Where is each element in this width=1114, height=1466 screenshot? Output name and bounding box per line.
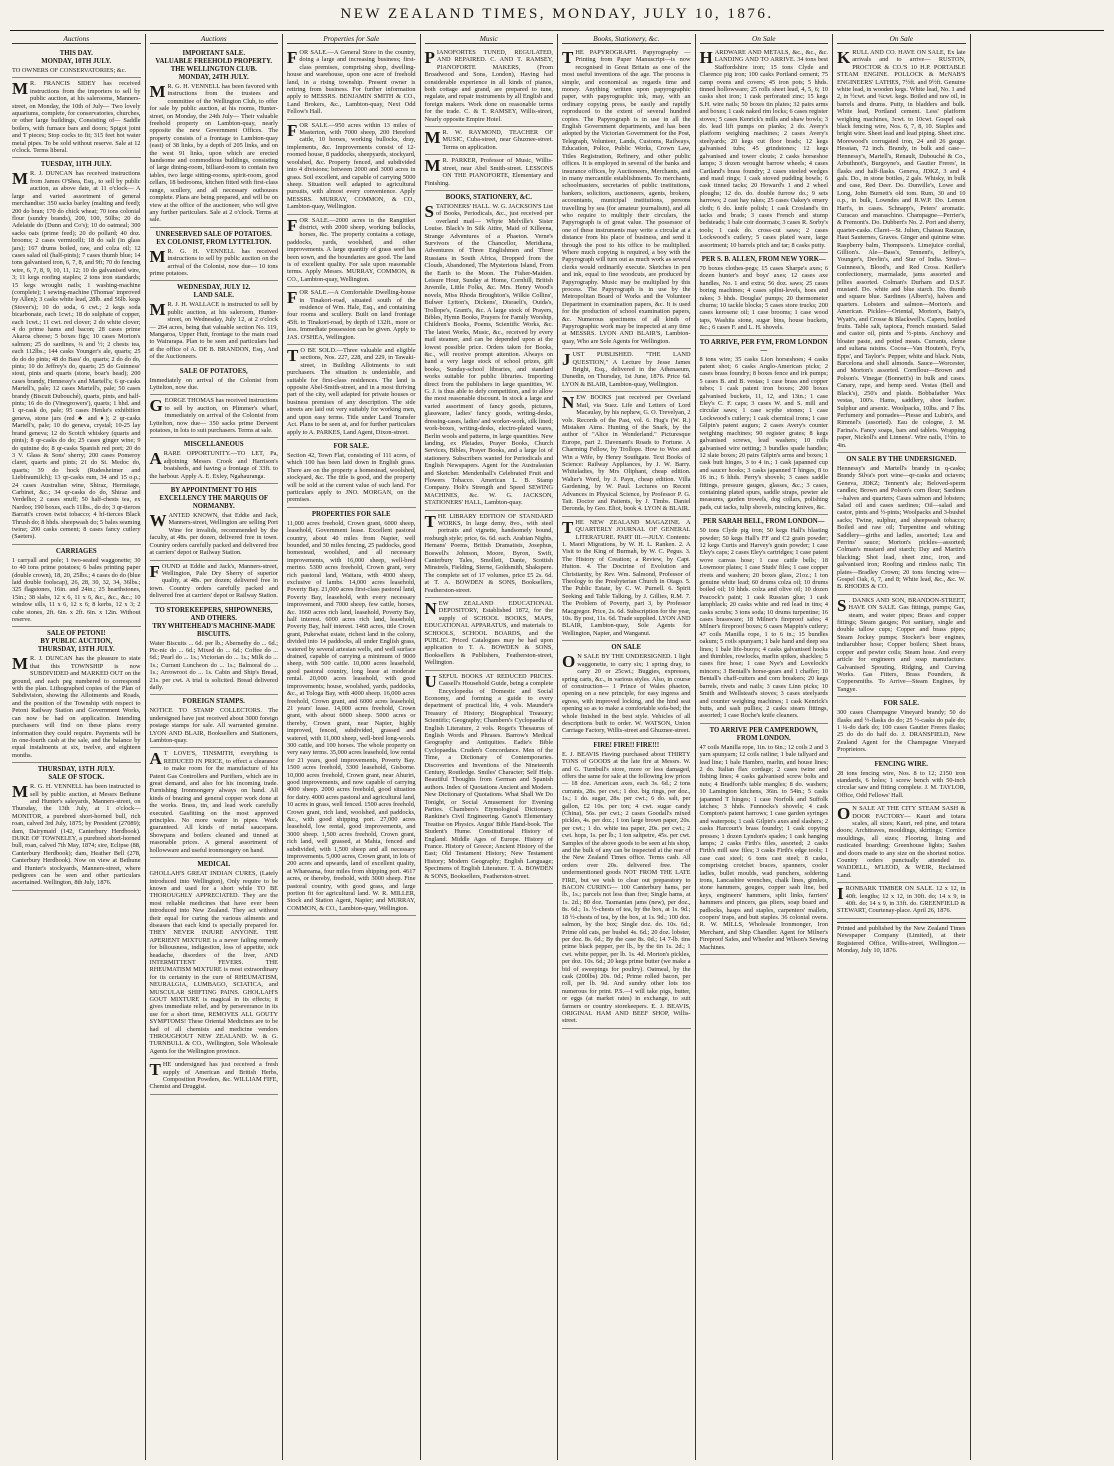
ad-text: HE LIBRARY EDITION OF STANDARD WORKS, In large demy, 8vo., with steel portraits and vignette, handsomely bound, roxburgh style; price, 6s. 6d. each. Arabian Nights, Hemans' Poems, British Dramatists, Josephus, Boswell's Johnson, Moore, Byron, Swift, Canterbury Tales, Smollett, Dante, Scottish Minstrels, Fielding, Sterne, Goldsmith, Shakspere. The complete set of 17 volumes, price £5 2s. 6d. at T. A. BOWDEN & SONS, Booksellers, Featherston-street. [424, 512, 553, 594]
advertisement [150, 438, 279, 484]
advertisement [12, 763, 141, 891]
drop-cap: T [562, 48, 574, 67]
ad-text: 11,000 acres freehold, Crown grant, 6000 sheep, leasehold, Government lease. Excellent pastoral country, about 40 miles from Napier, well bounded, and 30 miles fencing, 25 paddocks, good homestead, woolshed, and all necessary improvements, with 16,000 sheep, well-bred merino. 5300 acres freehold, Crown grant, very rich pastoral land, Waitara, with 4000 sheep, exclusive of lambs. 14,000 acres leasehold, Poverty Bay. 21,000 acres first-class pastoral land, Poverty Bay, leasehold, with every necessary improvement, and 7000 sheep, few cattle, horses, &c. 1660 acres rich land, leasehold, Poverty Bay, half interest. 6000 acres rich land, leasehold, Poverty Bay, half interest. 1468 acres, title Crown grant, Pukewhai estate, richest land in the colony, divided into 14 paddocks, all under English grass, watered by several artesian wells, and well surface drained, capable of carrying a minimum of 9000 sheep, with 500 cattle. 10,000 acres leasehold, good pastoral country, long lease at moderate rental. 20,000 acres leasehold, with good improvements; house, woolshed, yards, paddocks, &c., at Tologa Bay, with 4000 sheep. 16,000 acres freehold, Crown grant, and 6000 acres leasehold, 21 years' lease. 14,000 acres freehold, Crown grant, with about 6000 sheep. 5000 acres or thereby, Crown grant, near Napier, highly improved, fenced, subdivided, grassed and watered, with 11,000 sheep, well-bred long-wools. 300 cattle, and 100 horses. The whole property on very easy terms. 35,000 acres leasehold, low rental for 21 years, good improvements, Poverty Bay. 1500 acres freehold, 3300 leasehold, Gisborne. 10,000 acres freehold, Crown grant, near Ahuriri, good improvements, and now capable of carrying 4000 sheep. 2000 acres freehold, good situation for dairy. 4000 acres pastoral and agricultural land, 10 acres in grass, well fenced. 1500 acres freehold, Crown grant, rich land, woolshed, and paddocks, &c., with good shipping port. 27,000 acres leasehold, low rental, good improvements, and 3000 sheep. 1,500 acres freehold, Crown grant, rich land, well grassed, at Mahia, fenced and subdivided, with 1,500 sheep and all necessary improvements. 5,000 acres, Crown grant, in lots of 200 acres and upwards, land of excellent quality, at Whareama, four miles from shipping port. 4617 acres, or thereby, freehold, with 3000 sheep. Fine pastoral country, with good grass, and large portion fit for agricultural land. W. R. MILLER, Stock and Station Agent, Napier; and MURRAY, COMMON, & CO., Lambton-quay, Wellington. [287, 519, 416, 912]
drop-cap: T [424, 511, 436, 531]
ad-body [837, 49, 966, 449]
ad-heading: FIRE! FIRE!! FIRE!!! [593, 741, 660, 749]
ad-body [425, 513, 554, 594]
ad-body [562, 49, 691, 345]
advertisement [837, 47, 966, 453]
advertisement [425, 671, 554, 884]
section-header: Auctions [150, 34, 279, 44]
ad-text: RULL AND CO. HAVE ON SALE, Ex late arrivals and to arrive— RUSTON, PROCTOR & CO.'S 10 H.P. PORTABLE STEAM ENGINE. POLLOCK & McNAB'S ENGINEERS' LATHES, 7½ft. and 9½ft. Genuine white lead, in wooden kegs. White lead, No. 1 and 2, in ½cwt. and ¼cwt. kegs. Boiled and raw oil, in barrels and drums. Putty, in bladders and bulk. White lead, Portland cement. Less' platform weighing machines, 3cwt. to 10cwt. Gospel oak black fencing wire, Nos. 6, 7, 8, 10. Staples and bright wire. Sheet lead and lead piping. Sheet zinc. Morewood's corrugated iron, 24 and 26 gauge. Hessian, 72 inch. Brandy, in bulk and case—Hennessy's, Martell's, Renault, Dubouché & Co., Arbuthnot's, Burgoyne's, and Gautier Freres', in flasks and half-flasks. Geneva, JDKZ, 3 and 4 gals. Do., in stone bottles, 2 gals. Whisky, in bulk and case, Red Deer. Do. Dunville's, Lowe and Long, John Burnett's old tom. Rum, 30 and 10 o.p., in bulk, Lowndes and R.W.P. Do. Lemon Hart's, in cases. Schnapp's, Peters' aromatic. Curacao and maraschino. Champagne—Perrier's, & Fremont's. Do. Dubbert's No. 2. Port and sherry, quarter-casks. Claret—St. Julien, Chateau Rauzan, Haut Sauternes, Graves. Ginger and quinine wine. Raspberry balm, Thompson's. Limejuice cordial, Gillion's. Ale—Bass's, Tennent's, Jeffrey's, Younger's, Devlin's, and Star of India. Stout—Guinness's, Blood's, and Red Cross. Keiller's confectionery, marmalade, jams assorted and jellies assorted. Colman's Durham and D.S.F. mustard. Do. white and blue starch. Do. thumb and square blue. Sardines (Albert's), halves and quarters. Lobsters and salmon—Morton's and American. Pickles—Oriental, Morton's, Batty's, Wyatt's, and Crosse & Blackwell's. Capers, bottled fruits. Table salt, tapioca, French mustard. Salad and castor oil, pints and ½-pints. Anchovy and bloater paste, and potted meats. Currants, cleme and sultana raisins. Cocoa—Van Houten's, Fry's, Epps', and Taylor's. Pepper, white and black. Nuts, Barcelona and shell almonds. Sauce—Worcester, and Morton's assorted. Cornflour—Brown and Polson's. Vinegar (Bonnett's) in bulk and cases. Canary, rape, and hemp seed. Vestas (Bell and Black's), 250's and plaids. Bobbafather Wax vestas, 100's. Hams, saddlery, shoe leather. Sulphur and arsenic. Woolpacks, 10lbs. and 7 lbs. Perfumery and pomades—Piesse and Lubin's, and Rimmel's (assorted). Eau de cologne, J. M. Farina's. Fancy soaps, bars and tablets. Wrapping paper, Nickoll's and Linnens'. Wire nails, 1½in. to 4in. [837, 49, 966, 449]
column-7 [833, 34, 971, 1460]
ad-body [562, 351, 691, 388]
ad-text: OR SALE.—2000 acres in the Rangitikei district, with 2000 sheep, working bullocks, horses, &c. The property contains a cottage, paddocks, yards, woolshed, and other improvements. A large quantity of grass seed has been sown, and the boundaries are good. The land is of excellent quality. For sale upon reasonable terms. Apply Messrs. MURRAY, COMMON, & CO., Lambton-quay, Wellington. [287, 216, 416, 283]
ad-body [12, 170, 141, 540]
drop-cap: M [424, 156, 441, 176]
ad-body [287, 452, 416, 504]
ad-heading: TUESDAY, 11TH JULY. [40, 161, 112, 169]
ad-text: UST PUBLISHED. "THE LAND QUESTION," A Lecture by Jesse James Bright, Esq., delivered in the Athenaeum, Dunedin, on Thursday, 1st June, 1876. Price 6d. LYON & BLAIR, Lambton-quay, Wellington. [562, 351, 691, 388]
ad-heading: MEDICAL [197, 861, 231, 869]
ad-text: 300 cases Champagne Vineyard brandy; 50 do flasks and ½-flasks do do; 25 ½-casks do pale do; 1 ¼-do dark do; 100 cases Gautier Freres flasks; 25 do do do half do. J. DRANSFIELD, New Zealand Agent for the Champagne Vineyard Proprietors. [837, 709, 966, 754]
advertisement [700, 515, 829, 724]
ad-text: HE undersigned has just received a fresh supply of American and British Herbs, Composition Powders, &c. WILLIAM FIFE, Chemist and Druggist. [149, 1061, 278, 1091]
drop-cap: T [287, 346, 299, 366]
advertisement [425, 47, 554, 127]
drop-cap: M [12, 654, 29, 674]
ad-body [700, 49, 829, 249]
ad-heading: TO ARRIVE PER CAMPERDOWN, FROM LONDON. [709, 726, 818, 742]
ad-body [150, 1061, 279, 1091]
ad-body [12, 655, 141, 759]
advertisement [837, 883, 966, 919]
advertisement [287, 440, 416, 508]
section-header: On Sale [700, 34, 829, 44]
drop-cap: U [424, 671, 437, 691]
column-5 [558, 34, 696, 1460]
ad-heading: MISCELLANEOUS [183, 441, 244, 449]
advertisement [837, 453, 966, 595]
ad-body [150, 512, 279, 556]
ad-text: TATIONERS' HALL. W. G. JACKSON'S List of Books, Periodicals, &c., just received per overland mail— Whyte Melville's Sister Louise. Black's In Silk Attire, Maid of Killeena, Strange Adventures of a Phaeton. Verne's Survivors of the Chancellor, Meridiana, Adventures of Three Englishmen and Three Russians in South Africa, Dropped from the Clouds, Abandoned, The Mysterious Island, From the Earth to the Moon. The Fisher-Maiden. Leisure Hour, Sunday at Home, Cornhill, British Juvenile, Little Folks, &c. Mrs. Henry Wood's novels, Miss Rhoda Broughton's, Wilkie Collins', Bulwer Lytton's, Dickens', Disraeli's, Ouida's, Trollope's, Grant's, &c. A large stock of Prayers, Bibles, Hymn Books, Prayers for Family Worship, Children's Books, Poems, Scientific Works, &c. The latest Works, Music, &c., received by every mail steamer, and can be depended upon at the lowest possible price. Orders taken for Books, &c., will receive prompt attention. Always on hand a very large stock of school prizes, gift books, Sunday-school libraries, and standard works suitable for public libraries. Importing direct from the publishers in large quantities, W. G. J. is thus able to defy competition, and to allow the most reasonable discount. In stock a large and varied assortment of fancy goods, pictures, glassware, ladies' fancy goods, writing-desks, dressing-cases, ladies' and worker-work, silk lined; work-boxes, writing-desks, electro-plated wares, Berlin wools and patterns, in large quantities. New landing, ex Pleiades, Prayer Books, Church Services, Bibles, Prayer Books, and a large lot of stationery. Subscribers wanted for Periodicals and English Newspapers. Agent for the Australasian and Sketcher. Mendenhall's Celebrated Fruit and Flowers Tobacco. American L. B. Stamp Company. Holt's Strength and Speed SEWING MACHINES, &c. W. G. JACKSON, STATIONERS' HALL, Lambton-quay. [424, 202, 553, 507]
ad-text: TO OWNERS OF CONSERVATORIES; &c. [12, 67, 127, 74]
ad-heading: IMPORTANT SALE. VALUABLE FREEHOLD PROPERTY. THE WELLINGTON CLUB. MONDAY, 24TH JULY. [155, 50, 273, 81]
advertisement [562, 517, 691, 642]
drop-cap: S [837, 595, 847, 615]
ad-text: O BE SOLD.—Three valuable and eligible sections, Nos. 227, 228, and 229, in Tawaki-street, in Building Allotments to suit purchasers. The situation is undeniable, and suitable for first-class residences. The land is opposite Abel-Smith-street, and in a most thriving part of the city, well adapted for private houses or business premises of any description. The side streets are laid out very suitably for working men, and upon easy terms. Title under Land Transfer Act. Plans to be seen at, and for further particulars apply to A. PARKES, Land Agent, Dixon-street. [287, 347, 416, 436]
advertisement [425, 598, 554, 671]
column-1 [8, 34, 146, 1460]
ad-body [287, 49, 416, 116]
ad-text: RARE OPPORTUNITY.—TO LET, Pa, adjoining Messrs Crook and Harrison's boatsheds, and having a frontage of 33ft. to the harbour. Apply A. E. Exley, Ngahauranga. [149, 450, 278, 480]
ad-body [150, 83, 279, 224]
drop-cap: M [12, 782, 29, 802]
advertisement [150, 1059, 279, 1095]
advertisement [287, 345, 416, 440]
ad-body [425, 49, 554, 123]
ad-body [150, 450, 279, 480]
drop-cap: N [562, 393, 575, 413]
drop-cap: O [837, 804, 851, 824]
ad-heading: SALE OF POTATOES, [179, 367, 248, 375]
ad-body [12, 557, 141, 624]
ad-body [700, 265, 829, 332]
drop-cap: I [837, 884, 844, 904]
section-header: Auctions [12, 34, 141, 44]
drop-cap: F [149, 561, 160, 581]
advertisement [287, 47, 416, 120]
ad-body [425, 129, 554, 151]
drop-cap: S [424, 201, 434, 221]
ad-heading: FOR SALE. [883, 700, 919, 708]
ad-text: Hennessy's and Martell's brandy in q-casks; Brandy Silva's port wine—qr-casks and octaves; Geneva, JDKZ; Tennent's ale; Beloved-sperm candles; Brown and Polson's corn flour; Sardines—halves and quarters; Cases salmon and lobsters; Salad oil and cases sardines; Oil—salad and castor, pints and ½-pints; Woolpacks and 3-bushel sacks; Twine, sulphur, and sheepwash tobacco; Boiled and raw oil; Turpentine and whiting; Saddlery—girths and ladles, assorted; Lea and Perrins' sauce; Morton's pickles—assorted; Colman's mustard and starch; Day and Martin's blacking; Shot lead, sheet zinc, iron, and galvanised iron; Roofing and rimless nails; Tin plates—Bradley Crown; 20 tons fencing wire—Gospel Oak, 6, 7, and 8; White lead, &c., &c. W. B. RHODES & CO. [837, 464, 966, 591]
ad-text: R. PARKER, Professor of Music, Willis-street, near Abel Smith-street. LESSONS ON THE PIANOFORTE, Elementary and Finishing. [424, 157, 553, 187]
advertisement [700, 47, 829, 253]
advertisement [150, 281, 279, 364]
ad-body [700, 744, 829, 951]
ad-text: EW BOOKS just received per Overland Mail, via Suez. Life and Letters of Lord Macaulay, by his nephew, G. O. Trevelyan, 2 vols. Records of the Past, vol. 6. Hug's (W. R.) Mistaken Aims. Hunting of the Snark, by the author of "Alice in Wonderland." Picturesque Europe, part 2. Davenant's Roads to Fortune. A Charming Fellow, by Trollope. How to Woo and Win a Wife, by Henry Southgate. Text Books of Science: Railway Appliances, by J. W. Barry. Whiteladies, by Mrs Oliphant, cheap edition. Walter's Word, by J. Payn, cheap edition. Villa Gardening, by W. Paul. Lectures on Recent Advances in Physical Science, by Professor P. G. Tait. Doctor and Patients, by J. Timbs. Daniel Deronda, by Geo. Eliot, book 4. LYON & BLAIR. [562, 394, 691, 513]
advertisement [12, 158, 141, 544]
column-2 [146, 34, 284, 1460]
ad-heading: TO STOREKEEPERS, SHIPOWNERS, AND OTHERS. TRY WHITEHEAD'S MACHINE-MADE BISCUITS. [152, 606, 276, 638]
ad-heading: UNRESERVED SALE OF POTATOES. EX COLONIST, FROM LYTTELTON. [155, 230, 272, 246]
advertisement [287, 287, 416, 345]
advertisement [700, 336, 829, 516]
ad-body [425, 203, 554, 507]
ad-text: ANTED KNOWN, that Eddie and Jack, Manners-street, Wellington are selling Port Wine for invalids, recommended by the faculty, at 48s. per dozen, delivered free in town. Country orders carefully packed and delivered free at carriers' depot or Railway Station. [149, 512, 278, 557]
ad-body [150, 248, 279, 278]
ad-body [425, 157, 554, 187]
masthead-rule [10, 30, 1104, 31]
advertisement [425, 155, 554, 191]
advertisement [150, 395, 279, 438]
ad-body [150, 397, 279, 434]
ad-text: Immediately on arrival of the Colonist from Lyttelton, now due. [149, 376, 278, 391]
drop-cap: H [699, 48, 713, 67]
drop-cap: M [149, 246, 166, 266]
ad-text: GHOLLAH'S GREAT INDIAN CURES, (Lately introduced into Wellington), Only require to be known and used for a short while TO BE THOROUGHLY APPRECIATED. They are the most reliable medicines that have ever been introduced into New Zealand. They act without their equal for curing the various ailments and diseases that each kind is specially prepared for. THEY NEVER INJURE ANYONE. THE APERIENT MIXTURE is a never failing remedy for biliousness, indigestion, loss of appetite, sick headache, disorders of the liver, AND INTERMITTENT FEVERS. THE RHEUMATISM MIXTURE is most extraordinary for its certainty in the cure of RHEUMATISM, NEURALGIA, LUMBAGO, SCIATICA, and MUSCULAR SHIFTING PAINS. GHOLLAH'S GOUT MIXTURE is magical in its effects; it gives immediate relief, and by perseverance in its use for a short time, REMOVES ALL GOUTY SYMPTOMS! These Oriental Medicines are to be had of all chemists and medicine vendors THROUGHOUT NEW ZEALAND. W. & G. TURNBULL & CO., Wellington, Sole Wholesale Agents for the Wellington province. [149, 870, 278, 1055]
ad-body [562, 653, 691, 734]
drop-cap: F [287, 48, 298, 67]
advertisement [837, 697, 966, 757]
ad-body [837, 885, 966, 915]
drop-cap: T [562, 517, 574, 537]
ad-body [562, 394, 691, 513]
drop-cap: P [424, 48, 435, 67]
drop-cap: G [149, 396, 163, 416]
ad-text: EW ZEALAND EDUCATIONAL DEPOSITORY, Established 1872, for the supply of SCHOOL BOOKS, MAPS, EDUCATIONAL APPARATUS, and materials to SCHOOLS, SCHOOL BOARDS, and the PUBLIC. Priced Catalogues may be had upon application to T. A. BOWDEN & SONS, Booksellers & Publishers, Featherston-street, Wellington. [424, 600, 553, 667]
column-8 [971, 34, 1109, 1460]
ad-body [150, 301, 279, 360]
ad-text: R. J. H. WALLACE is instructed to sell by public auction, at his saleroom, Hunter-street, on Wednesday, July 12, at 2 o'clock— 264 acres, being that valuable section No. 119, Mangaroa, Upper Hutt, frontage to the main road to Wairarapa. Plan to be seen and particulars had at the office of A. DE B. BRANDON, Esq., And of the Auctioneers. [149, 301, 278, 361]
drop-cap: M [12, 169, 29, 189]
ad-body [12, 80, 141, 154]
drop-cap: M [149, 300, 166, 320]
drop-cap: F [287, 215, 298, 235]
ad-text: R. W. RAYMOND, TEACHER OF MUSIC, Cuba-street, near Ghuznee-street. Terms on application. [442, 129, 553, 151]
drop-cap: O [562, 652, 576, 672]
ad-heading: THIS DAY. MONDAY, 10TH JULY. [41, 50, 112, 65]
ad-body [837, 805, 966, 879]
advertisement [150, 858, 279, 1059]
drop-cap: M [424, 128, 441, 148]
ad-body [425, 673, 554, 880]
ad-heading: PER SARAH BELL, FROM LONDON— [703, 518, 825, 526]
section-header: Properties for Sale [287, 34, 416, 44]
ad-body [150, 377, 279, 392]
ad-text: R. J. DUNCAN has the pleasure to state that this TOWNSHIP is now SUBDIVIDED and MARKED OUT on the ground, and each peg numbered to correspond with the plan. Lithographed copies of the Plan of Subdivision, showing the Allotments and Roads, and the position of the Township with respect to Petoni Railway Station and Government Works, can now be had on application. Intending purchasers will find on these plans every information they could require. Payments will be in one-fourth cash at the sale, and the balance by equal instalments at six, twelve, and eighteen months. [12, 655, 141, 759]
ad-body [287, 289, 416, 341]
ad-body [287, 520, 416, 913]
advertisement [287, 120, 416, 215]
advertisement [562, 392, 691, 517]
ad-text: 47 coils Manilla rope, 1in. to 6in.; 12 coils 2 and 3 yarn spunyarn; 12 coils ratline; 1 bale tallyard and lead line; 1 bale Hambro, marlin, and house lines; 2 do. Italian flax cordage; 2 cases twine and fishing lines; 4 casks galvanised screw bolts and nuts; 4 Bradford's table mangles; 8 do. washers; 10 Lamington kitchens, 36in. to 54in.; 5 casks japanned T hinges; 1 case Norfolk and Suffolk latches; 3 hhds. Funnocks's shovels; 4 cask Compton's patent harrows; 1 case garden syringes and waterpots; 1 cask Gilpin's axes and slashers; 2 casks Harcourt's brass foundry; 1 cask copying presses; 1 dozen Lyndon's spades; 1 cask hanging lamps; 2 casks Firth's files, assorted; 2 casks Firth's mill saw files; 3 casks Firth's edge tools; 1 case cast steel; 6 tons cast steel; 8 casks, comprising crotchet braces, spanners, cooler ladles, bullet moulds, wad punchers, soldering irons, Lancashire wrenches, chalk lines, gimlets, stone hammers, gouges, copper sash line, bed keys, engineers' hammers, split links, farriers' hammers and pincers, gas pliers, soap board and padlocks, hasps and staples, carpenters' mallets, coopers' traps, and butt staples. 36 colonial ovens. R. W. MILLS, Wholesale Ironmonger, Iron Merchant, and Ship Chandler. Agent for Milner's Fireproof Safes, and Wheeler and Wilson's Sewing Machines. [699, 743, 828, 951]
ad-heading: WEDNESDAY, JULY 12. LAND SALE. [177, 284, 251, 300]
ad-text: R. J. DUNCAN has received instructions from James O'Shea, Esq., to sell by public auction, as above date, at 11 o'clock— A large and varied assortment of general merchandise: 350 sacks barley (malting and feed); 200 do bran; 170 do chick wheat; 70 tons colonial flour (sundry brands), 200, 100, 50lbs; 20 do Adelaide do (Dunn and Co's); 10 do oatmeal; 300 sacks oats (prime feed); 20 do pollard; 40 doz. brooms; 2 cases vermicelli; 18 do salt (in glass jars); 167 drums boiled, raw, and colza oil; 12 cases salad oil (half-pints); 7 cases thumb blue; 14 tons galvanised iron, 6, 7, 8, and 9ft; 70 do fencing wire, 6, 7, 8, 9, 10, 11, 12; 10 do galvanised wire, 3; 11 kegs roofing staples; 2 tons iron standards; 15 kegs wrought nails; 1 washing-machine (complete); 1 sewing-machine (Thomas' improved by Allen); 3 casks white lead, 28lb. and 56lb. kegs (Stover's); 10 do soda, 6 cwt.; 2 kegs soda bicarbonate, each 1cwt.; 18 do sulphate of copper, each 1cwt.; 11 cwt. red clover; 2 do white clover; 4 do prime hams and bacon; 28 cases prime Akaroa cheese; 5 boxes figs; 10 cases Morton's salmon; 25 do sardines, ¼ and ½; 2 chests tea, each 112lbs.; 144 casks Younger's ale, quarts; 25 do do do pints; 48 do Bass' do, quarts; 2 do do do, pints; 10 do Jeffrey's do, quarts; 25 do Guinness' stout, pints and quarts (stone, boar's head); 200 cases brandy, Hennessy's and Martell's; 6 qr-casks Martell's, pale; 12 cases Martell's, pale; 50 cases brandy (Biscuit Dubouché), quarts, pints, and half-pints; 16 do do (Vinegrowers'), quarts; 1 hhd. and 1 qr-cask do, pale; 95 cases Henke's exhibition geneva, stone jars (red ♣ and ♦); 2 qr-casks Martell's, pale; 10 do geneva, crystal; 10-25 lay brand geneva; 12 do Scotch whiskey (quarts and pints); 8 qr-casks do do; 25 cases ginger wine; 9 do quinine do; 8 qr-casks Spanish red port; 20 do 3 V. Glass & Sons' sherry; 200 cases Pomeroy claret, quarts and pints; 21 do St. Medoc do, quarts; 39 do hock (Rudesheimer and Liebfraumilch); 13 qr-casks rum, 34 and 15 o.p.; 24 cases Australian wine, Shiraz, Hermitage, Carbinet, &c.; 34 qr-casks do do, Shiraz and Verdelho; 2 cases snuff; 50 half-chests tea, ex Nardoo; 190 boxes, each 11lbs., do do; 3 qr-tierces Barratt's crown twist tobacco; 4 hf-tierces Black Thrush do; 8 hhds. sheepwash do; 5 bales seaming twine; 200 casks cement; 8 cases fancy cutlery (Saeters). [12, 170, 141, 541]
ad-text: HE PAPYROGRAPH. Papyrography — Printing from Paper Manuscript—is now recognised in Great Britain as one of the most useful inventions of the age. The process is simple, and economical as regards time and money. Anything written upon papyrographic paper, with papyrographic ink, may, with an ordinary copying press, be easily and rapidly reproduced to the extent of several hundred copies. The Papyrograph is in use in all the English Government departments, and has been adopted by the Victorian Government for the Post, Telegraph, Volunteer, Lands, Customs, Railways, Education, Police, Public Works, Crown Law, Titles Registration, Refinery, and other public offices. It is employed in several of the banks and insurance offices, by Auctioneers, Merchants, and in many mercantile establishments. To merchants, schoolmasters, secretaries of public institutions, bankers, solicitors, auctioneers, agents, brokers, accountants, municipal institutions, persons travelling by sea (for amateur journalism), and all who require to multiply their circulars, the Papyrograph is of great value. The possessor of one of these instruments may write a circular at a distance from his place of business, and send it through the post to his office to be multiplied. Where much copying is required, a boy with the Papyrograph will turn out as much work as several clerks would ordinarily execute. Sketches in pen and ink, equal to fine woodcuts, are produced by Papyrography. Music may be multiplied by this process. The Papyrograph is in use by the Metropolitan Board of Works and the Volunteer Department in examination papers, &c. It is used for the production of school examination papers, &c. Numerous specimens of all kinds of Papyrographic work may be inspected at any time at MESSRS. LYON AND BLAIR'S, Lambton-quay, Who are Sole Agents for Wellington. [562, 49, 691, 345]
ad-text: N SALE BY THE UNDERSIGNED. 1 light waggonette, to carry six; 1 spring dray, to carry 20 or 25cwt.; Buggies, expresses, spring carts, &c., in various styles. Also, in course of construction— 1 Prince of Wales phaeton, opening on a new principle, for easy ingress and egress, with improved locking, and the hind seat opening so as to make a comfortable sofa-bed; the whole finished in the best style. Vehicles of all descriptions built to order. W. WATSON, Union Carriage Factory, Willis-street and Ghuznee-street. [562, 653, 691, 735]
drop-cap: F [287, 288, 298, 308]
drop-cap: A [149, 749, 162, 769]
drop-cap: J [562, 350, 571, 370]
advertisement [150, 748, 279, 858]
drop-cap: W [149, 511, 167, 531]
advertisement [12, 627, 141, 763]
advertisement [425, 511, 554, 598]
ad-text: . DANKS AND SON, BRANDON-STREET, HAVE ON SALE. Gas fittings, pumps; Gas, steam, and water pipes; Brass and copper fittings; Steam gauges; Pot sanitary, single and double tallow cups; Copper and brass pipes; Steam Jockey pumps; Stocker's beer engines, indiarubber hose; Copper boilers; Sheet brass, copper and pewter coils; Steam hose. And every article for engineers and soap manufacture. Galvanised Spouting, Ridging, and Curving Works. Gas Fitters, Brass Founders, & Coppersmiths. To Arrive—Steam Engines, by Tangye. [837, 596, 966, 693]
advertisement [425, 191, 554, 511]
ad-body [150, 870, 279, 1055]
ad-body [837, 770, 966, 800]
advertisement [700, 253, 829, 336]
ad-heading: ON SALE [611, 644, 642, 652]
section-header: Music [425, 34, 554, 44]
advertisement [150, 695, 279, 748]
advertisement [837, 758, 966, 804]
drop-cap: M [149, 82, 166, 101]
drop-cap: A [149, 449, 162, 469]
ad-body [150, 750, 279, 854]
ad-heading: TO ARRIVE, PER FYM, FROM LONDON— [699, 338, 828, 354]
ad-body [150, 563, 279, 600]
ad-text: OR SALE.—A General Store in the country, doing a large and increasing business; first-class premises, comprising shop, dwelling-house and warehouse, upon one acre of freehold land, in a rising township. Present owner is retiring from business. For further information apply to MESSRS. BENJAMIN SMITH & CO., Land Brokers, &c., Lambton-quay, Next Odd Fellow's Hall. [287, 49, 416, 116]
ad-text: T LOVE'S, TINSMITH, everything is REDUCED IN PRICE, to effect a clearance to make room for the manufacture of his Patent Gas Controllers and Purifiers, which are in great demand, and also for his incoming trade. Furnishing Ironmongery always on hand. All kinds of brazing and general copper work done at the works. Brass, tin, and lead work carefully executed. Gasfitting on the most approved principles. No more water in pipes. Work guaranteed. All kinds of metal saucepans. Showpans and boilers cleaned and tinned at reasonable prices. A general assortment of hollowware and useful ironmongery on hand. [149, 750, 278, 854]
advertisement [150, 561, 279, 604]
section-header: Books, Stationery, &c. [562, 34, 691, 44]
drop-cap: M [12, 79, 29, 99]
ad-text: RONBARK TIMBER ON SALE. 12 x 12, in 40ft. lengths; 12 x 12, in 30ft. do; 14 x 9, in 40ft. do; 14 x 9, in 33ft. do. GREENFIELD & STEWART, Courtenay-place. April 26, 1876. [837, 885, 966, 915]
ad-text: R. G. H. VENNELL has been instructed to sell by public auction, at Messrs Bethune and Hunter's saleyards, Manners-street, on Thursday, the 13th July, at 1 o'clock— MONITOR, a purebred short-horned bull, rich roan, calved 3rd July, 1875; by President (27089); dam, Dairymaid (142, Canterbury Herdbook). DUKE OF TOWNELEY, a purebred short-horned bull, roan, calved 7th May, 1874; sire, Eclipse (88, Canterbury Herdbook); dam, Heather Bell (278, Canterbury Herdbook). Now on view at Bethune and Hunter's stockyards, Manners-street, where pedigrees can be seen and other particulars ascertained. Wellington, 8th July, 1876. [12, 783, 141, 887]
ad-text: NOTICE TO STAMP COLLECTORS. The undersigned have just received about 3000 foreign postage stamps for sale. All warranted genuine. LYON AND BLAIR, Booksellers and Stationers, Lambton-quay. [149, 707, 278, 744]
advertisement [150, 47, 279, 228]
ad-heading: PER S. B. ALLEN, FROM NEW YORK— [701, 255, 826, 263]
advertisement [12, 545, 141, 628]
ad-heading: PROPERTIES FOR SALE [311, 510, 391, 518]
advertisement [150, 604, 279, 696]
drop-cap: T [149, 1060, 161, 1080]
ad-body [837, 709, 966, 753]
advertisement [287, 215, 416, 288]
ad-text: SEFUL BOOKS AT REDUCED PRICES. Cassell's Household Guide, being a complete Encyclopedia of Domestic and Social Economy, and forming a guide to every department of practical life, 4 vols. Maunder's Treasury of History; Biographical Treasury; Scientific; Geography; Chambers's Cyclopaedia of English Literature, 2 vols. Roget's Thesaurus of English Words and Phrases. Barrow's Medical Geography and Antiquities. Eadie's Bible Cyclopaedia. Cruden's Concordance. Men of the Time, a Dictionary of Contemporaries. Discoveries and Inventions of the Nineteenth Century, Routledge. Smiles' Character; Self Help. Beautiful Thoughts from German and Spanish authors. Index of Quotations Ancient and Modern. New Dictionary of Quotations. What Shall We Do Tonight, or Social Amusement for Evening Parties. Chambers's Etymological Dictionary. Rankine's Civil Engineering. Ganot's Elementary Treatise on Physics. Angus' Bible Hand-book. The Student's Hume. Constitutional History of England. Middle Ages of Europe. History of France. History of Greece; Ancient History of the East; Old Testament History; New Testament History; Modern Geography; English Language; Specimens of English Literature. T. A. BOWDEN & SONS, Booksellers, Featherston-street. [424, 672, 553, 880]
ad-body [150, 707, 279, 744]
ad-text: IANOFORTES TUNED, REGULATED, AND REPAIRED. C. AND T. RAMSEY, PIANOFORTE MAKERS, (From Broadwood and Sons, London), Having had considerable experience in all kinds of pianos, both cottage and grand, are prepared to tune, regulate, and repair instruments by all English and foreign makers. Work done on reasonable terms for the trade. C. & T. RAMSEY, Willis-street, Nearly opposite Empire Hotel. [424, 49, 553, 123]
ad-body [12, 783, 141, 887]
ad-body [700, 356, 829, 512]
advertisement [562, 641, 691, 738]
advertisement [12, 78, 141, 158]
ad-body [287, 122, 416, 211]
ad-text: 28 tons fencing wire, Nos. 8 to 12; 2150 iron standards, 6 holes; 1 screw bench with 50-inch circular saw and fitting complete. J. M. TAYLOR, Office, Odd Fellows' Hall. [837, 769, 966, 799]
ad-text: OUND at Eddie and Jack's, Manners-street, Wellington, Pale Dry Sherry of superior quality, at 48s. per dozen; delivered free in town. Country orders carefully packed and delivered free at carriers' depot or Railway Station. [149, 562, 278, 600]
advertisement [150, 228, 279, 282]
ad-text: ARDWARE AND METALS, &c., &c., &c. LANDING AND TO ARRIVE. 34 tons best Staffordshire iron; 15 tons Clyde and Clarence pig iron; 100 casks Portland cement; 75 camp ovens and covers; 45 iron pots; 5 hhds. tinned hollowware; 25 rolls sheet lead, 4, 5, 6; 10 casks shot iron; 1 cask perforated zinc; 15 kegs S.H. wire nails; 50 boxes tin plates; 32 pairs arms and boxes; 1 cask naked rim locks; 6 cases register stoves; 5 cases Kenrick's mills and shaw bowls; 3 do. lead lift pumps on planks; 2 do. Avery's platform weighing machines; 2 cases Avery's steelyards; 20 kegs cut floor brads; 12 kegs galvanised tubs; 45 grindstones; 12 kegs galvanised and tower clouts; 2 casks horseshoe lamps; 3 dozen wrought barrow wheels; 4 cases Cartland's brass foundry; 2 cases steeled wedges and maul rings; 1 cask stoved pudding bowls; 6 cask tinned tacks; 20 Howard's 1 and 2 wheel ploughs; 12 do. do. double furrow do.; 9 sets harrows; 2 cast hay rakes; 25 cases Oakey's emery cloth; 6 do. knife polish; 1 cask Crosland's tin tacks and brads; 3 cases French and stump bedsteads; 1 bale coir doormats; 3 cases R. Sorby's tools; 1 cask do. cross-cut saws; 2 cases Lockwood's cutlery; 5 cases plated ware, large assortment; 10 barrels pitch and tar; 8 casks putty. [699, 49, 828, 249]
ad-body [562, 751, 691, 1025]
column-3 [283, 34, 421, 1460]
ad-body [150, 640, 279, 692]
imprint: Printed and published by the New Zealand Times Newspaper Company (Limited), at their Registered Office, Willis-street, Wellington.—Monday, July 10, 1876. [837, 922, 966, 955]
advertisement [837, 803, 966, 883]
ad-text: E. J. BEAVIS Having purchased about THIRTY TONS of GOODS at the late fire at Messrs. W. and G. Turnbull's store, more or less damaged, offers the same for sale at the following low prices— 18 doz. American axes, each 3s. 6d.; 2 tons currants, 28s. per cwt.; 1 doz. big rings, per doz., 1s.; 1 do. sugar, 28s. per cwt.; 6 do. salt, per gallon, £2 10s. per ton; 4 cwt. sugar candy (China), 56s. per cwt.; 2 cases Goodall's mixed pickles, 4s. per doz.; 1 ton large brown paper, 20s. per cwt.; 1 do. white tea paper, 20s. per cwt.; 2 cwt. hops, 1s. per lb.; 1 ton saltpetre, 45s. per cwt. Samples of the above goods to be seen at his shop, and the bulk of any can be inspected at the rear of the New Zealand Times office. Terms cash. All orders over 20s. delivered free. The undermentioned goods NOT FROM THE LATE FIRE, but we wish to clear out preparatory to BACON CURING— 100 Canterbury hams, per lb., 1s.; parcels not less than five; Single hams, at 1s. 2d.; 80 doz. Tasmanian jams (new), per doz., 8s. 6d.; 1s. ½-chests of tea, by the box, at 1s. 9d.; 18 ½-chests of tea, by the box, at 1s. 9d.; 100 doz. salmon, by the box; Single doz. do. 10s. 6d.; Prime old cats, per bushel 4s. 6d.; 20 doz. lobster, per doz. 8s. 6d.; By the case 8s. 0d.; 14 7-lb. tins prime black pepper, per lb., by the tin 1s. 2d.; 1 cwt. white pepper, per lb. 1s. 4d. Morton's pickles, per doz. 10s. 6d.; 20 kegs prime butter (we make a bid of sweepings for poultry). Oatmeal, by the cask (200lbs) 20s. 0d.; Prime rolled bacon, per roll, per lb. 9d. And sundry other lots too numerous for print. P.S.—I will take pigs, butter, or eggs (at market rates) in exchange, to suit farmers or country storekeepers. E. J. BEAVIS, ORIGINAL HAM AND BEEF SHOP, Willis-street. [562, 750, 691, 1025]
ad-heading: BY APPOINTMENT TO HIS EXCELLENCY THE MARQUIS OF NORMANBY. [159, 487, 269, 511]
column-6 [696, 34, 834, 1460]
ad-body [12, 67, 141, 74]
ad-text: R. FRANCIS SIDEY has received instructions from the importers to sell by public auction, at his salerooms, Manners-street, on Monday, the 10th of July— Two lovely aquariums, complete, for conservatories, churches, or other large buildings, Consisting of— Saddle boilers, with furnace bars and doors; Spigot joint and T pieces; Stop cocks to fit; 315 feet hot water metal pipes. To be sold without reserve. Sale at 12 o'clock. Terms liberal. [12, 80, 141, 155]
advertisement [837, 595, 966, 697]
masthead: NEW ZEALAND TIMES, MONDAY, JULY 10, 1876. [340, 6, 774, 22]
ad-text: R. G. H. VENNELL has received instructions to sell by public auction on the arrival of the Colonist, now due— 10 tons prime potatoes. [149, 247, 278, 277]
ad-body [700, 527, 829, 720]
ad-heading: CARRIAGES [55, 547, 97, 555]
columns [8, 34, 1108, 1460]
ad-text: 50 tons Clyde pig iron; 50 kegs Hall's blasting powder; 50 kegs Hall's FF and C2 grain powder; 12 kegs Curtis and Harvey's grain powder; 1 case Eley's caps; 2 cases Eley's cartridges; 1 case patent wove canvas hose; 1 case cattle bells; 18 Lowmoor plates; 1 case Studs' files; 1 case copper rivets and washers; 20 boxes glass, 21oz.; 1 ton genuine white lead; 60 drums colza oil; 10 drums boiled oil; 10 hhds. colza and olive oil; 10 dozen Peacock's paint; 1 cask Russian glue; 1 cask lampblack; 20 casks white and red lead in tins; 4 casks scrubs; 3 tons soda; 10 drums turpentine; 16 cases brassware; 18 Milner's fireproof safes; 4 Milner's fireproof boxes; 6 cases Mappin's cutlery; 47 coils Manilla rope, 1 to 6 in.; 15 bundles oakum; 5 coils spunyarn; 1 bale hand and deep sea lines; 1 bale life-buoys; 4 casks galvanised hooks and thimbles, rowlocks, marlin spikes, shackles; 5 cases fire hose; 1 case Nye's and Lovelock's mincers; 3 Bentall's horse-gears and 1 chaffer; 10 Bentall's chaff-cutters and corn breakers; 20 kegs barrels, rivets and nails; 3 cases Linn picks; 10 Smith and Wellstead's stoves; 3 cases steelyards and counter weighing machines; 1 cask Kenrick's butts, and sash pullies; 2 casks steam fittings, assorted; 1 case Roche's knife cleaners. [699, 527, 828, 720]
advertisement [12, 47, 141, 78]
ad-body [562, 519, 691, 638]
ad-text: 1 carryall and pole; 1 two-seated waggonette; 30 to 40 tons prime potatoes; 6 bales printing paper (double crown), 18, 20, 25lbs.; 4 cases do do (blue laid double foolscap), 26, 28, 30, 32, 34, 36lbs.; 325 flagstones, 16in. and 24in.; 25 hearthstones, 15in.; 38 slabs, 12 x 6, 11 x 6, &c., &c., &c.; 10 window sills, 11 x 6, 12 x 6; 8 kerbs, 12 x 3; 2 cube stones, 2ft. 6in. x 2ft. 6in. x 12in. Without reserve. [12, 556, 141, 624]
ad-text: 8 tons wire; 35 casks Lion horseshoes; 4 casks patent shot; 6 casks Anglo-American picks; 2 cases brass foundry; 8 boxes fence and irk pumps; 5 cases B. and B. vestas; 1 case brass and copper tubes; 1 cask patent iron boxes; 200 boxes galvanised buckets, 11, 12, and 13in.; 1 case Eley's C. F. caps; 3 cases W. and S. mill and circular saws; 1 case scythe stones; 1 case Lockwood's cutlery; 1 cask chemical irons; 1 case Gilpin's patent augurs; 2 cases Avery's counter weighing machines; 90 register grates; 8 kegs galvanised screws, lead washers; 10 rolls galvanised wire netting; 3 bundles spade handles; 12 slate boxes; 20 pairs Gilpin's arms and boxes; 1 cask butt hinges, 3 to 4 in.; 1 cask japanned cup and saucer hooks; 3 casks japanned T hinges, 8 to 16 in.; 6 hhds. Perry's shovels; 3 cases saddle fittings, pressure gauges, glasses, &c.; 3 cases, containing plated spurs, saddle straps, pewter ale measures, garden trowels, dog collars, polishing pads, cut tacks, tulip shovels, mincing knives, &c. [699, 355, 828, 511]
column-4 [421, 34, 559, 1460]
advertisement [150, 365, 279, 396]
advertisement [425, 127, 554, 155]
ad-text: OR SALE.—A Comfortable Dwelling-house in Tinakori-road, situated south of the residence of Wm. Hale, Esq., and containing four rooms and scullery. Built on land frontage 45ft. to Tinakori-road, by depth of 132ft., more or less. Immediate possession can be given. Apply to JAS. O'SHEA, Wellington. [287, 289, 416, 341]
ad-text: Section 42, Town Flat, consisting of 111 acres, of which 100 has been laid down in English grass. There are on the property a homestead, woolshed, stockyard, &c. The title is good, and the property will be sold at the current value of such land. For particulars apply to JNO. MORGAN, on the premises. [287, 451, 416, 504]
advertisement [287, 508, 416, 917]
advertisement [700, 724, 829, 955]
ad-body [287, 217, 416, 284]
ad-body [425, 600, 554, 667]
ad-heading: ON SALE BY THE UNDERSIGNED. [846, 455, 957, 463]
advertisement [562, 349, 691, 392]
ad-heading: FENCING WIRE. [874, 760, 928, 768]
drop-cap: K [837, 48, 851, 67]
ad-body [837, 465, 966, 591]
ad-text: HE NEW ZEALAND MAGAZINE. A QUARTERLY JOURNAL OF GENERAL LITERATURE. PART III.—JULY. Contents: 1. Maori Migrations, by W. H. L. Ranken. 2. A Visit to the King of Burmah, by W. C. Pegus. 3. The History of Creation; a Review, by Capt. Hutton. 4. The Doctrine of Evolution and Christianity, by Rev. Wm. Salmond, Professor of Theology to the Presbyterian Church in Otago. 5. The Public Estate, by C. W. Purnell. 6. Spirit Seeking and Table Talking, by J. Gillies, R.M. 7. The Problem of Poverty, part 3, by Professor Macgregor. Price, 2s. 6d. Subscription for the year, 10s. By post, 11s. 6d. Trade supplied. LYON AND BLAIR, Lambton-quay, Sole Agents for Wellington, Napier, and Wanganui. [562, 518, 691, 637]
ad-text: 70 boxes clothes-pegs; 15 cases Sharpe's axes; 6 dozen hunter's and boys' axes; 12 cases axe handles, No. 1 and extra; 56 doz. saws; 25 cases boring machines; 4 cases splint-levels, hoes and rakes; 3 hhds. Douglas' pumps; 20 thermometer churns; 10 tackle blocks; 5 cases store trucks; 200 cases kerosene oil; 1 case brooms; 1 case wood taps, Washita stone, sugar bins, house buckets, &c.; 6 cases F. and L. H. shovels. [699, 264, 828, 332]
ad-text: N SALE AT THE CITY STEAM SASH & DOOR FACTORY— Kauri and totara scales, all sizes; Kauri, red pine, and totara doors; Architraves, mouldings, skirtings; Cornice mouldings, all sizes; Flooring, lining and rusticated boarding; Greenhouse lights; Sashes and doors made to any size on the shortest notice. Country orders punctually attended to. WADDELL, M'LEOD, & WEIR, Reclaimed Land. [837, 805, 966, 879]
ad-heading: FOR SALE. [333, 442, 369, 450]
ad-heading: BOOKS, STATIONERY, &C. [445, 193, 532, 201]
ad-heading: FOREIGN STAMPS. [182, 698, 245, 706]
advertisement [562, 739, 691, 1029]
ad-text: OR SALE.—950 acres within 13 miles of Masterton, with 7000 sheep, 200 Hereford cattle, 10 horses, working bullocks, dray, implements, &c. Improvements consist of 12-roomed house, 8 paddocks, sheepyards, stockyard, woolshed, &c. Property fenced, and subdivided into 4 divisions; between 2000 and 3000 acres in grass. Soil excellent, and capable of carrying 5000 sheep. Situation well adapted to agricultural pursuits, with almost every convenience. Apply MESSRS. MURRAY, COMMON, & CO., Lambton-quay, Wellington. [287, 121, 416, 211]
ad-body [287, 347, 416, 436]
advertisement [150, 484, 279, 560]
advertisement [562, 47, 691, 349]
drop-cap: N [424, 599, 437, 619]
ad-heading: THURSDAY, 13TH JULY. SALE OF STOCK. [37, 766, 115, 782]
section-header: On Sale [837, 34, 966, 44]
ad-text: Water Biscuits ... 6d. per lb.; Abernethy do ... 6d.; Pic-nic do ... 6d.; Mixed do ... 6d.; Coffee do ... 6d.; Pearl do ... 1s.; Victorian do ... 1s.; Milk do ... 1s.; Currant Luncheon do ... 1s.; Balmoral do ... 1s.; Arrowroot do ... 1s. Cabin and Ship's Bread, 21s. per cwt. A trial is solicited. Bread delivered daily. [149, 639, 278, 691]
ad-text: R. G. H. VENNELL has been favored with instructions from the trustees and committee of the Wellington Club, to offer for sale by public auction, at his rooms, Hunter-street, on Monday, the 24th July— Their valuable freehold property on Lambton-quay, nearly opposite the new Government Offices. The property consists of a frontage to Lambton-quay (east) of 38 links, by a depth of 205 links, and on the west 91 links, upon which are erected handsome and commodious buildings, consisting of large dining-room, billiard-room to contain two tables, two large sitting-rooms, spirit-room, good cellars, 18 bedrooms, kitchen fitted with first-class range, scullery, and all necessary outhouses complete. Plans are being prepared, and will be on view at the office of the auctioneer, who will give any further particulars. Sale at 2 o'clock. Terms at sale. [149, 83, 278, 224]
ad-text: EORGE THOMAS has received instructions to sell by auction, on Plimmer's wharf, immediately on arrival of the Colonist from Lyttelton, now due— 350 sacks prime Derwent potatoes, in lots to suit purchasers. Terms at sale. [149, 397, 278, 435]
ad-body [837, 597, 966, 693]
ad-heading: SALE OF PETONI! BY PUBLIC AUCTION, THURSDAY, 13TH JULY. [37, 630, 115, 654]
drop-cap: F [287, 120, 298, 140]
